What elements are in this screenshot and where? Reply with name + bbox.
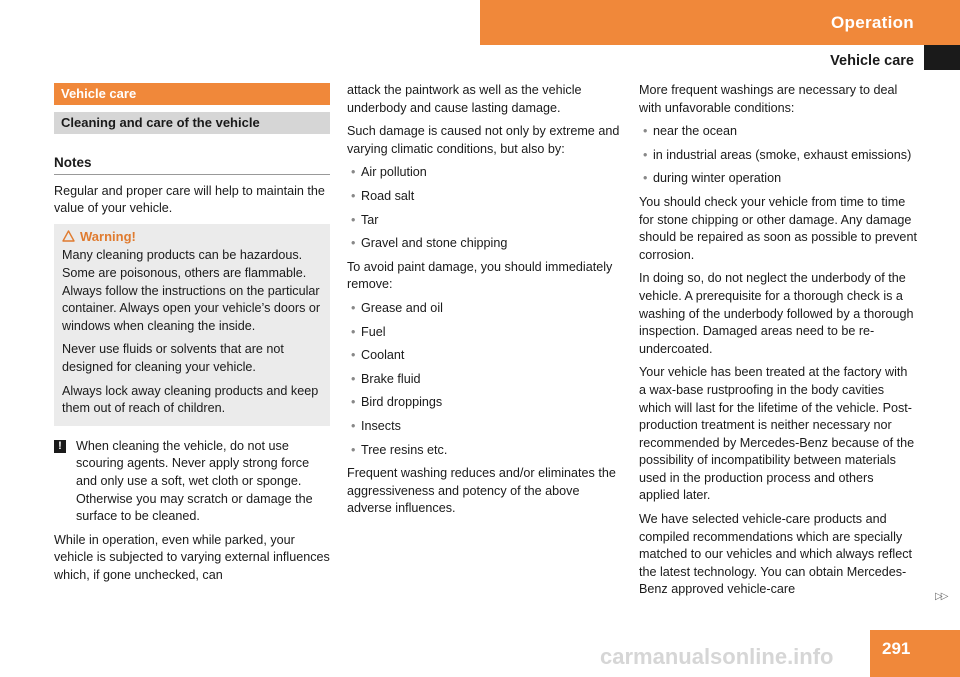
paragraph: While in operation, even while parked, your vehicle is subjected to varying external influences which, if gone unchecked, can	[54, 532, 330, 582]
list-item: • during winter operation	[639, 170, 917, 188]
column-1	[54, 83, 330, 590]
column-2	[347, 82, 625, 524]
paragraph: Such damage is caused not only by extreme and varying climatic conditions, but also by:	[347, 124, 620, 156]
list-item: • Grease and oil	[347, 300, 625, 318]
watermark: carmanualsonline.info	[600, 644, 834, 669]
paragraph: In doing so, do not neglect the underbody of the vehicle. A prerequisite for a thorough check is a washing of the underbody followed by a thorough inspection. Damaged areas need to be re-undercoated.	[639, 271, 914, 356]
warning-paragraph: Never use fluids or solvents that are not designed for cleaning your vehicle.	[62, 342, 284, 374]
page-edge-tab	[924, 45, 960, 70]
list-item: • Insects	[347, 418, 625, 436]
paragraph: Frequent washing reduces and/or eliminates the aggressiveness and potency of the above adverse influences.	[347, 466, 616, 516]
topic-bar: Vehicle care	[54, 83, 330, 105]
subtopic-bar: Cleaning and care of the vehicle	[54, 112, 330, 134]
paragraph: attack the paintwork as well as the vehicle underbody and cause lasting damage.	[347, 83, 582, 115]
exclamation-icon: !	[54, 440, 66, 453]
paragraph: You should check your vehicle from time to time for stone chipping or other damage. Any damage should be repaired as soon as possible to prevent corrosion.	[639, 194, 917, 262]
warning-triangle-icon	[62, 230, 75, 242]
list-item: • Tree resins etc.	[347, 442, 625, 460]
double-arrow-right-icon: ▷▷	[935, 591, 947, 602]
list-item: • near the ocean	[639, 123, 917, 141]
intro-paragraph: Regular and proper care will help to maintain the value of your vehicle.	[54, 183, 325, 216]
list-item: • Gravel and stone chipping	[347, 235, 625, 253]
column-3	[639, 82, 917, 605]
list-item: • in industrial areas (smoke, exhaust emissions)	[639, 147, 917, 165]
list-item: • Air pollution	[347, 164, 625, 182]
notes-heading: Notes	[54, 154, 330, 175]
caution-note	[54, 438, 330, 526]
paragraph: To avoid paint damage, you should immediately remove:	[347, 259, 613, 292]
warning-paragraph: Many cleaning products can be hazardous. Some are poisonous, others are flammable. Always follow the instructions on the particular container. Always open your vehicle’s doors or windows when cleaning the inside.	[62, 248, 321, 333]
caution-text: When cleaning the vehicle, do not use scouring agents. Never apply strong force and only use a soft, wet cloth or sponge. Otherwise you may scratch or damage the surface to be cleaned.	[76, 438, 313, 524]
warning-title: Warning!	[80, 228, 136, 244]
paragraph: Your vehicle has been treated at the factory with a wax-base rustproofing in the body cavities which will last for the lifetime of the vehicle. Post-production treatment is neither necessary nor recommended by Mercedes-Benz because of the possibility of incompatibility between materials used in the production process and others applied later.	[639, 365, 915, 503]
list-item: • Fuel	[347, 324, 625, 342]
warning-paragraph: Always lock away cleaning products and keep them out of reach of children.	[62, 383, 319, 416]
section-title: Vehicle care	[830, 53, 914, 69]
page-number-text: 291	[882, 639, 911, 658]
list-item: • Tar	[347, 212, 625, 230]
bullet-list	[347, 164, 625, 252]
page-number	[870, 630, 960, 677]
list-item: • Road salt	[347, 188, 625, 206]
chapter-title: Operation	[831, 12, 914, 32]
paragraph: More frequent washings are necessary to deal with unfavorable conditions:	[639, 83, 898, 115]
list-item: • Coolant	[347, 347, 625, 365]
paragraph: We have selected vehicle-care products and compiled recommendations which are specially matched to our vehicles and which always reflect the latest technology. You can obtain Mercedes-Benz approved vehicle-care	[639, 512, 912, 597]
warning-header	[62, 228, 322, 246]
bullet-list	[639, 123, 917, 188]
warning-box	[54, 224, 330, 426]
chapter-banner	[480, 0, 960, 45]
bullet-list	[347, 300, 625, 459]
list-item: • Brake fluid	[347, 371, 625, 389]
list-item: • Bird droppings	[347, 394, 625, 412]
